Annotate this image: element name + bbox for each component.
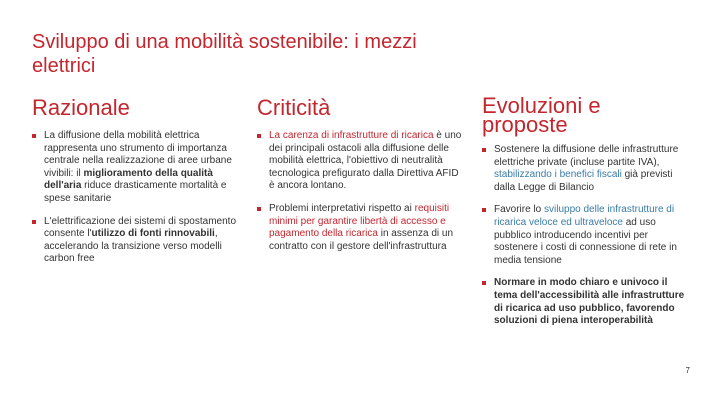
bullet-marker-icon bbox=[32, 134, 36, 138]
bullet-text: , accelerando la transizione verso modelli carbon free bbox=[44, 228, 222, 265]
column-criticita bbox=[257, 96, 465, 263]
list-item bbox=[482, 144, 690, 194]
bullet-bold-text: utilizzo di fonti rinnovabili bbox=[91, 228, 215, 240]
bullet-list-proposte bbox=[482, 144, 690, 328]
bullet-bold-text: miglioramento della qualità dell'aria bbox=[44, 167, 213, 192]
bullet-text: già previsti dalla Legge di Bilancio bbox=[494, 169, 673, 193]
bullet-marker-icon bbox=[257, 207, 261, 211]
bullet-marker-icon bbox=[482, 281, 486, 285]
bullet-text: in assenza di un contratto con il gestore dell'infrastruttura bbox=[269, 228, 454, 252]
list-item bbox=[257, 203, 465, 253]
bullet-text: L'elettrificazione dei sistemi di spostamento consente l' bbox=[44, 215, 237, 240]
column-razionale bbox=[32, 96, 237, 276]
bullet-highlight-text: sviluppo delle infrastrutture di ricarica veloce ed ultraveloce bbox=[494, 204, 675, 228]
bullet-text: ad uso pubblico introducendo incentivi per sostenere i costi di connessione di rete in media tensione bbox=[494, 216, 677, 266]
column-heading-criticita: Criticità bbox=[257, 95, 331, 120]
list-item bbox=[32, 130, 237, 206]
column-heading-proposte: Evoluzioni e proposte bbox=[482, 93, 601, 137]
list-item bbox=[482, 277, 690, 327]
bullet-text: Favorire lo bbox=[494, 204, 545, 216]
bullet-highlight-text: requisiti minimi per garantire libertà di accesso e pagamento della ricarica bbox=[269, 202, 450, 240]
bullet-text: La diffusione della mobilità elettrica rappresenta uno strumento di importanza centrale nella realizzazione di aree urbane vivibili: il bbox=[44, 130, 232, 179]
column-proposte bbox=[482, 93, 690, 338]
bullet-text: è uno dei principali ostacoli alla diffusione delle mobilità elettrica, l'obiettivo di neutralità tecnologica prefigurato dalla Direttiva AFID è ancora lontano. bbox=[269, 130, 462, 192]
list-item bbox=[32, 216, 237, 266]
bullet-bold-text: Normare in modo chiaro e univoco il tema dell'accessibilità alle infrastrutture di ricarica ad uso pubblico, favorendo soluzioni di piena interoperabilità bbox=[494, 277, 685, 327]
page-number: 7 bbox=[685, 366, 690, 375]
bullet-highlight-text: stabilizzando i benefici fiscali bbox=[494, 169, 622, 181]
slide-title: Sviluppo di una mobilità sostenibile: i mezzi elettrici bbox=[32, 31, 417, 77]
bullet-list-criticita bbox=[257, 130, 465, 253]
bullet-text: Sostenere la diffusione delle infrastrutture elettriche private (incluse partite IVA), bbox=[494, 144, 679, 168]
bullet-text: Problemi interpretativi rispetto ai bbox=[269, 202, 415, 214]
bullet-list-razionale bbox=[32, 130, 237, 266]
bullet-marker-icon bbox=[482, 148, 486, 152]
bullet-marker-icon bbox=[257, 134, 261, 138]
column-heading-razionale: Razionale bbox=[32, 95, 130, 120]
bullet-marker-icon bbox=[32, 220, 36, 224]
list-item bbox=[257, 130, 465, 193]
list-item bbox=[482, 204, 690, 267]
bullet-marker-icon bbox=[482, 208, 486, 212]
bullet-highlight-text: La carenza di infrastrutture di ricarica bbox=[269, 130, 434, 141]
bullet-text: riduce drasticamente mortalità e spese sanitarie bbox=[44, 180, 227, 204]
